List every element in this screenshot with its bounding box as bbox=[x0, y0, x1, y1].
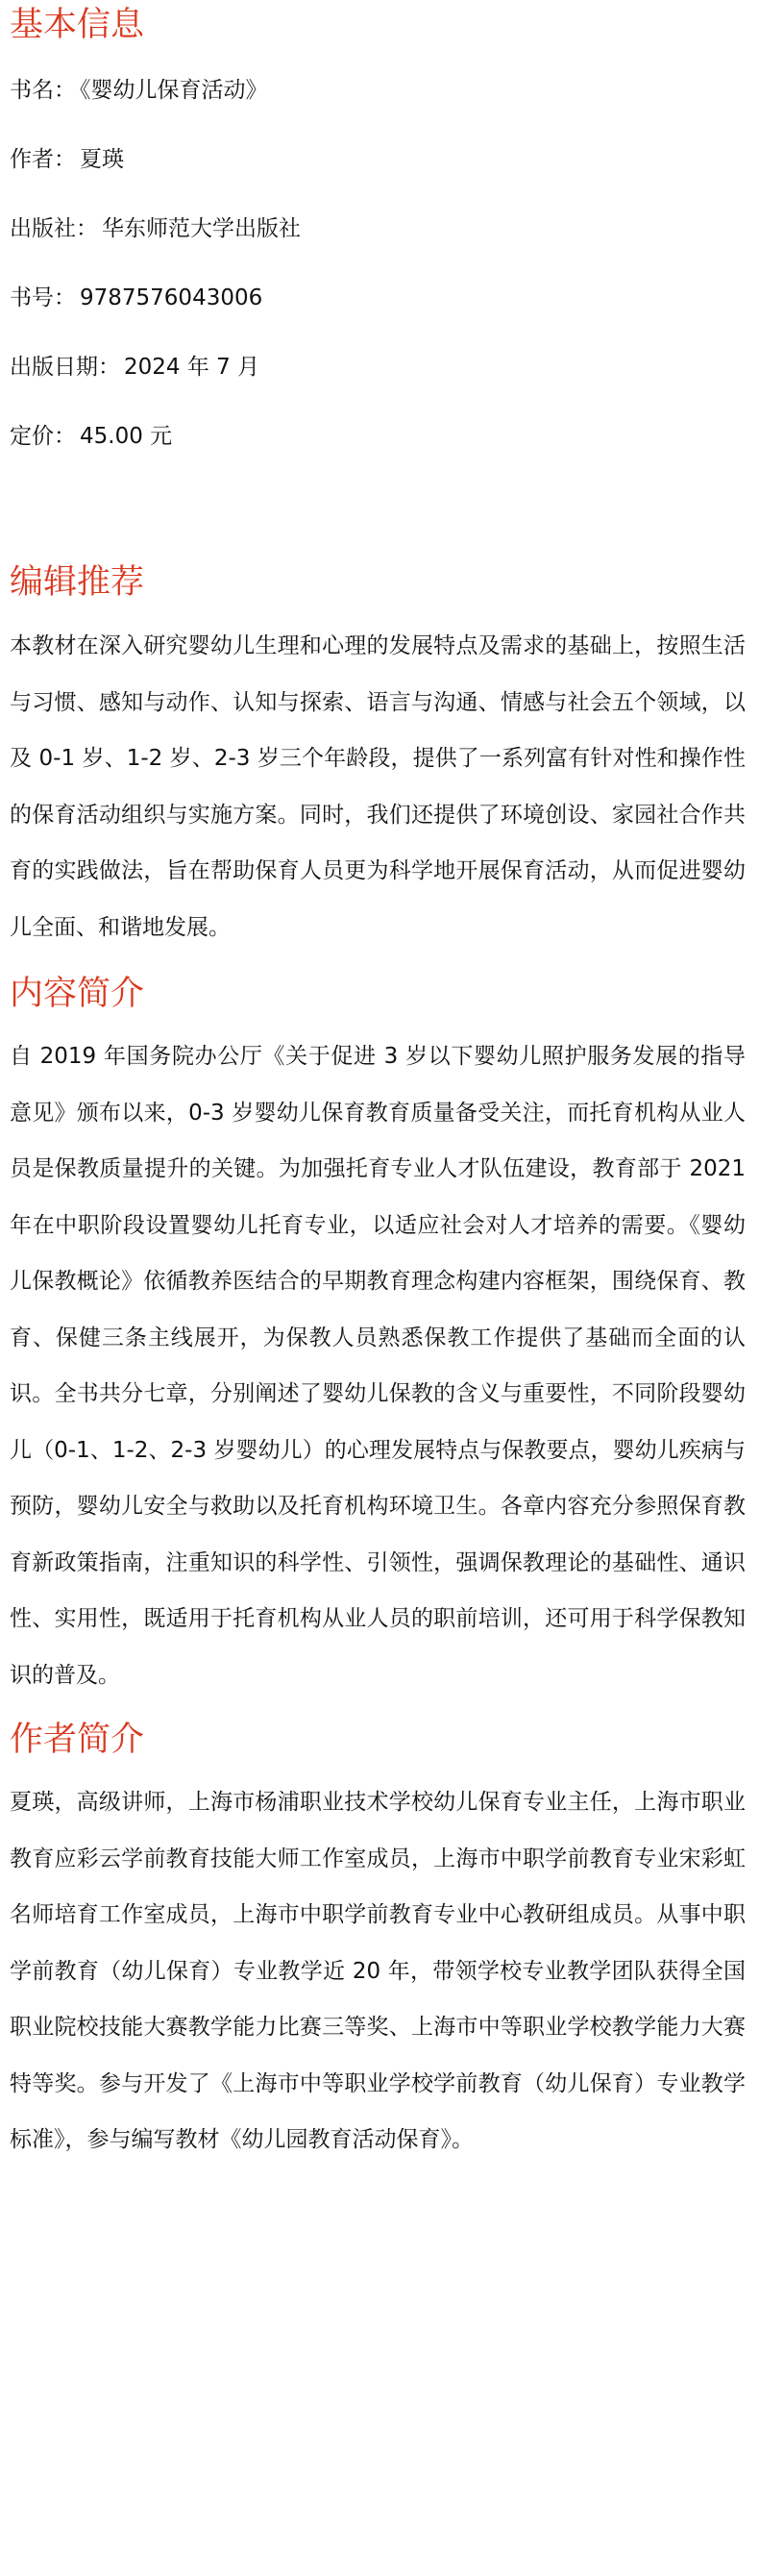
info-line-title bbox=[10, 56, 746, 125]
info-label: 书名： bbox=[10, 78, 76, 103]
info-label: 定价： bbox=[10, 424, 76, 449]
info-value: 2024 年 7 月 bbox=[124, 355, 260, 380]
author-intro-heading: 作者简介 bbox=[10, 1721, 145, 1759]
content-summary-heading: 内容简介 bbox=[10, 975, 145, 1013]
content-summary-section bbox=[10, 971, 746, 1703]
info-value: 9787576043006 bbox=[80, 285, 263, 310]
info-line-publish-date bbox=[10, 333, 746, 402]
basic-info-heading: 基本信息 bbox=[10, 6, 145, 44]
author-intro-text: 夏瑛，高级讲师，上海市杨浦职业技术学校幼儿保育专业主任，上海市职业教育应彩云学前教育技能大师工作室成员，上海市中职学前教育专业宋彩虹名师培育工作室成员，上海市中职学前教育专业中心教研组成员。从事中职学前教育（幼儿保育）专业教学近 20 年，带领学校专业教学团队获得全国职业院校技能大赛教学能力比赛三等奖、上海市中等职业学校教学能力大赛特等奖。参与开发了《上海市中等职业学校学前教育（幼儿保育）专业教学标准》，参与编写教材《幼儿园教育活动保育》。 bbox=[10, 1790, 746, 2152]
info-label: 作者： bbox=[10, 147, 76, 172]
info-value: 华东师范大学出版社 bbox=[102, 216, 301, 241]
info-label: 出版日期： bbox=[10, 355, 120, 380]
info-value: 夏瑛 bbox=[80, 147, 124, 172]
basic-info-list bbox=[10, 56, 746, 471]
info-line-price bbox=[10, 402, 746, 471]
info-value: 45.00 元 bbox=[80, 424, 173, 449]
editor-recommendation-text: 本教材在深入研究婴幼儿生理和心理的发展特点及需求的基础上，按照生活与习惯、感知与动作、认知与探索、语言与沟通、情感与社会五个领域，以及 0-1 岁、1-2 岁、2-3 岁三个年龄段，提供了一系列富有针对性和操作性的保育活动组织与实施方案。同时，我们还提供了环境创设、家园社合作共育的实践做法，旨在帮助保育人员更为科学地开展保育活动，从而促进婴幼儿全面、和谐地发展。 bbox=[10, 633, 746, 940]
editor-recommendation-heading: 编辑推荐 bbox=[10, 563, 145, 602]
info-line-isbn bbox=[10, 263, 746, 333]
info-label: 书号： bbox=[10, 285, 76, 310]
basic-info-section bbox=[10, 0, 746, 471]
info-line-author bbox=[10, 125, 746, 194]
info-value: 《婴幼儿保育活动》 bbox=[80, 78, 268, 103]
content-summary-text: 自 2019 年国务院办公厅《关于促进 3 岁以下婴幼儿照护服务发展的指导意见》颁布以来，0-3 岁婴幼儿保育教育质量备受关注，而托育机构从业人员是保教质量提升的关键。为加强托育专业人才队伍建设，教育部于 2021 年在中职阶段设置婴幼儿托育专业，以适应社会对人才培养的需要。《婴幼儿保教概论》依循教养医结合的早期教育理念构建内容框架，围绕保育、教育、保健三条主线展开，为保教人员熟悉保教工作提供了基础而全面的认识。全书共分七章，分别阐述了婴幼儿保教的含义与重要性，不同阶段婴幼儿（0-1、1-2、2-3 岁婴幼儿）的心理发展特点与保教要点，婴幼儿疾病与预防，婴幼儿安全与救助以及托育机构环境卫生。各章内容充分参照保育教育新政策指南，注重知识的科学性、引领性，强调保教理论的基础性、通识性、实用性，既适用于托育机构从业人员的职前培训，还可用于科学保教知识的普及。 bbox=[10, 1044, 746, 1688]
author-intro-section bbox=[10, 1717, 746, 2168]
info-line-publisher bbox=[10, 194, 746, 263]
editor-recommendation-section bbox=[10, 559, 746, 955]
info-label: 出版社： bbox=[10, 216, 98, 241]
